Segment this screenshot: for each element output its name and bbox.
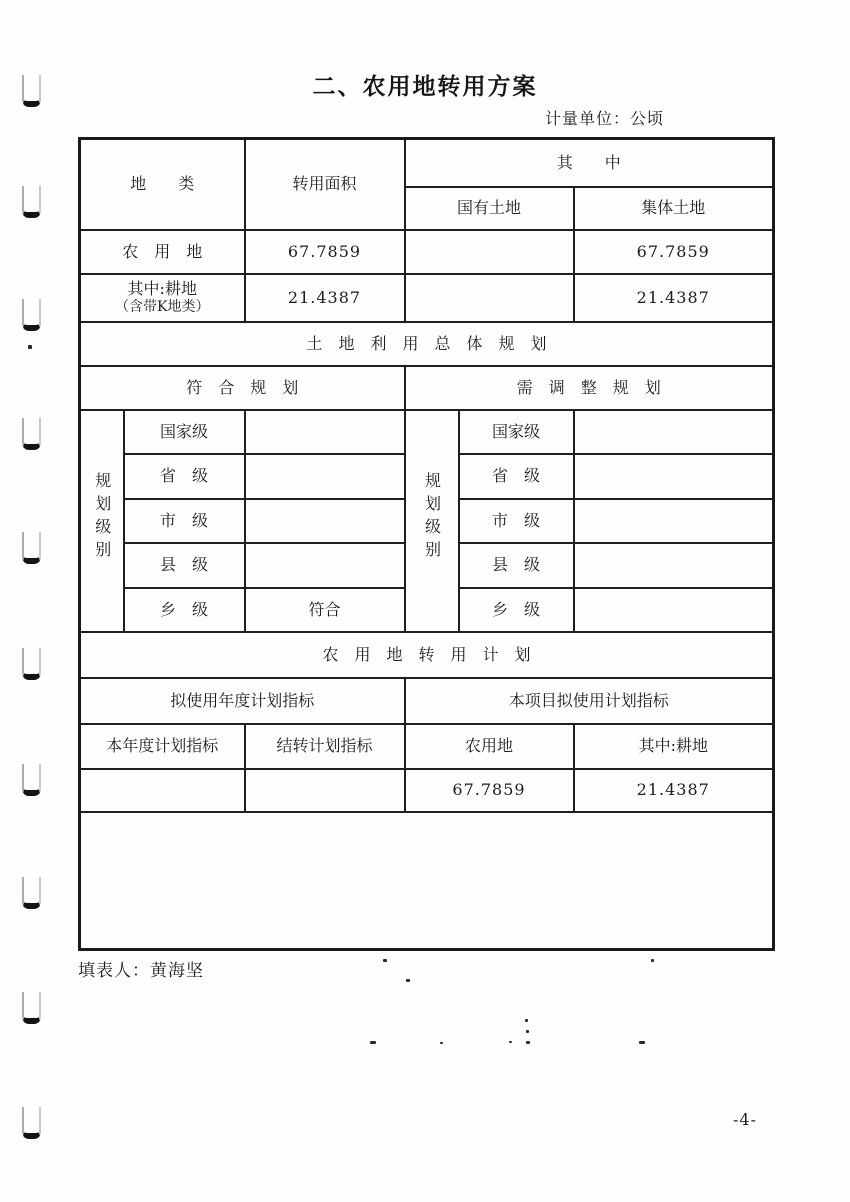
- form-filler: 填表人：黄海坚: [78, 961, 204, 981]
- scan-speck: [651, 959, 654, 962]
- binding-mark: [22, 418, 41, 450]
- level-label: 市 级: [459, 499, 574, 543]
- agricultural-land-conversion-table: [78, 137, 775, 951]
- scan-speck: [526, 1030, 529, 1033]
- remarks-empty-cell: [80, 812, 774, 950]
- row-label: [80, 274, 245, 322]
- header-collective: 集体土地: [574, 187, 774, 230]
- adjust-value: [574, 499, 774, 543]
- compliant-value: [245, 454, 405, 499]
- current-year-index-value: [80, 769, 245, 812]
- level-label: 省 级: [459, 454, 574, 499]
- page-number: -4-: [733, 1110, 757, 1129]
- collective-value: 21.4387: [574, 274, 774, 322]
- plan-section-title: 农 用 地 转 用 计 划: [80, 632, 774, 678]
- binding-mark: [22, 877, 41, 909]
- header-conversion-area: 转用面积: [245, 139, 405, 230]
- header-among-which: 其 中: [405, 139, 774, 187]
- page-title: 二、农用地转用方案: [312, 74, 538, 100]
- scan-speck: [509, 1041, 512, 1043]
- adjust-value: [574, 543, 774, 588]
- scan-speck: [28, 345, 32, 349]
- planning-level-axis-left: 规划级别: [80, 410, 124, 632]
- agricultural-land-value: 67.7859: [405, 769, 574, 812]
- subheader-agricultural-land: 农用地: [405, 724, 574, 769]
- level-label: 乡 级: [459, 588, 574, 632]
- conversion-area-value: 21.4387: [245, 274, 405, 322]
- level-label: 乡 级: [124, 588, 245, 632]
- adjust-value: [574, 410, 774, 454]
- state-owned-value: [405, 274, 574, 322]
- level-label: 省 级: [124, 454, 245, 499]
- row-label-line2: （含带K地类）: [115, 298, 210, 315]
- scan-speck: [639, 1041, 645, 1044]
- scan-speck: [525, 1019, 528, 1022]
- state-owned-value: [405, 230, 574, 274]
- compliant-value: [245, 543, 405, 588]
- planning-level-axis-right: 规划级别: [405, 410, 459, 632]
- collective-value: 67.7859: [574, 230, 774, 274]
- project-plan-header: 本项目拟使用计划指标: [405, 678, 774, 724]
- level-label: 县 级: [459, 543, 574, 588]
- compliant-value: [245, 499, 405, 543]
- plan-values-row: [80, 769, 774, 812]
- binding-mark: [22, 1107, 41, 1139]
- compliant-planning-header: 符 合 规 划: [80, 366, 405, 410]
- compliant-value: [245, 410, 405, 454]
- annual-plan-header: 拟使用年度计划指标: [80, 678, 405, 724]
- binding-mark: [22, 648, 41, 680]
- header-land-type: 地 类: [80, 139, 245, 230]
- adjust-value: [574, 454, 774, 499]
- planning-section-title: 土 地 利 用 总 体 规 划: [80, 322, 774, 366]
- conversion-area-value: 67.7859: [245, 230, 405, 274]
- scan-speck: [440, 1042, 443, 1044]
- row-label-line1: 其中:耕地: [127, 278, 197, 298]
- binding-mark: [22, 764, 41, 796]
- carryover-index-value: [245, 769, 405, 812]
- unit-note: 计量单位：公顷: [545, 109, 665, 128]
- level-label: 国家级: [124, 410, 245, 454]
- header-state-owned: 国有土地: [405, 187, 574, 230]
- binding-mark: [22, 299, 41, 331]
- scan-speck: [406, 979, 410, 982]
- table-row-agricultural-land: [80, 230, 774, 274]
- scan-speck: [526, 1041, 530, 1044]
- binding-mark: [22, 532, 41, 564]
- adjust-value: [574, 588, 774, 632]
- level-label: 县 级: [124, 543, 245, 588]
- binding-mark: [22, 186, 41, 218]
- subheader-cultivated-land: 其中:耕地: [574, 724, 774, 769]
- cultivated-land-value: 21.4387: [574, 769, 774, 812]
- scan-speck: [370, 1041, 376, 1044]
- level-label: 国家级: [459, 410, 574, 454]
- binding-mark: [22, 992, 41, 1024]
- table-row-cultivated-land: [80, 274, 774, 322]
- subheader-carryover-index: 结转计划指标: [245, 724, 405, 769]
- row-label: 农 用 地: [80, 230, 245, 274]
- planning-level-row-national: [80, 410, 774, 454]
- adjust-planning-header: 需 调 整 规 划: [405, 366, 774, 410]
- compliant-value: 符合: [245, 588, 405, 632]
- scan-speck: [383, 959, 387, 962]
- level-label: 市 级: [124, 499, 245, 543]
- subheader-current-year-index: 本年度计划指标: [80, 724, 245, 769]
